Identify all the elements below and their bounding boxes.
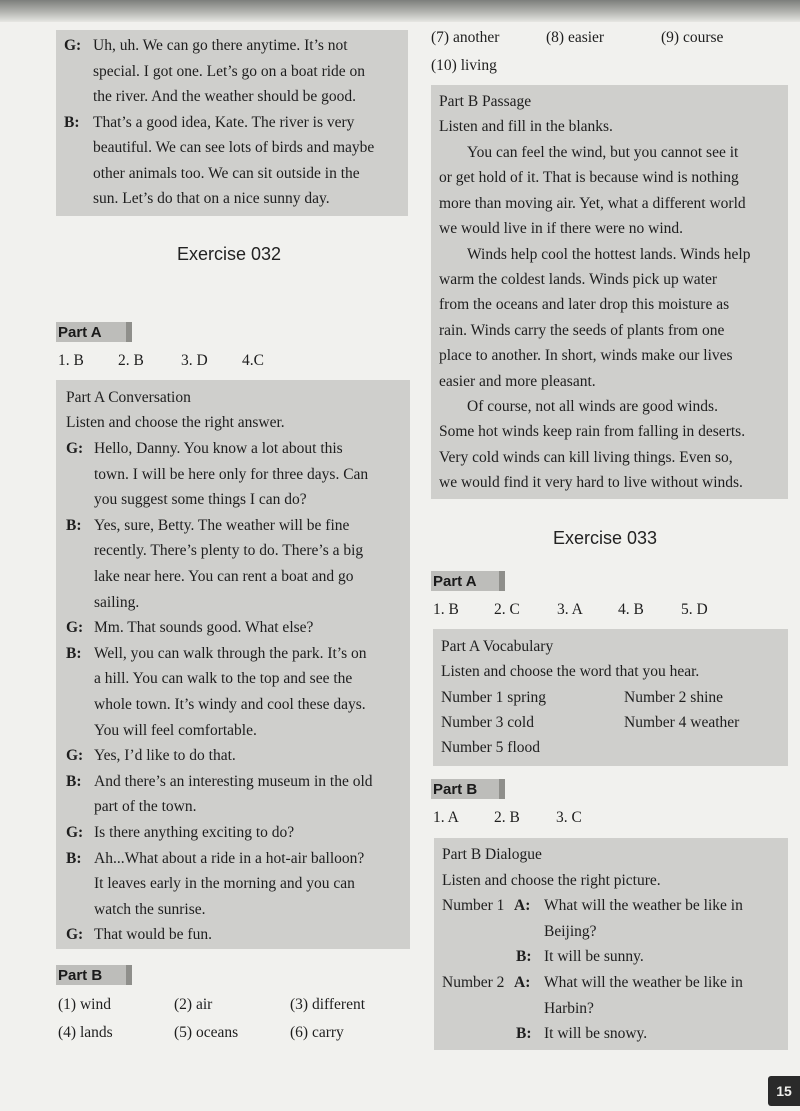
part-b-tag-032: Part B [56,965,132,985]
dialogue-line: What will the weather be like in [544,974,743,991]
answer: 2. B [118,352,144,369]
dialogue-line: watch the sunrise. [94,900,206,918]
dialogue-line: beautiful. We can see lots of birds and maybe [93,139,375,156]
speaker: G: [66,747,84,765]
answer: (10) living [431,57,497,74]
dialogue-line: whole town. It’s windy and cool these days. [94,696,366,713]
passage-line: Some hot winds keep rain from falling in deserts. [439,423,746,441]
conversation-instruction: Listen and choose the right answer. [66,414,285,431]
dialogue-line: Mm. That sounds good. What else? [94,619,314,637]
answer: (6) carry [290,1024,344,1041]
dialogue-line: Harbin? [544,1000,594,1017]
speaker: B: [516,948,532,965]
part-b-tag-033: Part B [431,779,505,799]
dialogue-line: What will the weather be like in [544,897,743,914]
dialogue-line: Yes, sure, Betty. The weather will be fine [94,516,350,534]
vocabulary-heading: Part A Vocabulary [441,638,554,655]
vocab-item: Number 1 spring [441,689,547,706]
passage-line: easier and more pleasant. [439,372,596,390]
exercise-033-title: Exercise 033 [553,528,658,548]
passage-instruction: Listen and fill in the blanks. [439,118,613,135]
dialogue-line: It will be sunny. [544,948,644,965]
dialogue-line: It will be snowy. [544,1025,648,1042]
answer: 1. A [433,809,459,826]
answer: 3. C [556,809,582,826]
dialogue-line: That’s a good idea, Kate. The river is very [93,113,355,131]
dialogue-line: Uh, uh. We can go there anytime. It’s not [93,37,348,54]
part-a-answers-033 [433,600,708,620]
part-a-answers-032 [58,351,264,371]
answer: 4.C [242,352,264,369]
answer: 4. B [618,601,644,618]
part-b-answers-033 [433,808,582,828]
page-number: 15 [768,1076,800,1106]
dialogue-line: Beijing? [544,923,597,940]
answer: (1) wind [58,996,111,1013]
passage-line: Of course, not all winds are good winds. [467,398,718,415]
vocab-item: Number 3 cold [441,714,534,731]
dialogue-line: you suggest some things I can do? [94,491,307,509]
dialogue-line: special. I got one. Let’s go on a boat ride on [93,62,366,80]
speaker: B: [66,516,82,534]
answer: 3. A [557,601,583,618]
speaker: B: [516,1025,532,1042]
dialogue-instruction: Listen and choose the right picture. [442,872,661,889]
passage-line: You can feel the wind, but you cannot see it [467,144,739,161]
passage-heading: Part B Passage [439,93,532,110]
dialogue-line: other animals too. We can sit outside in the [93,164,360,182]
answer: (8) easier [546,29,605,46]
dialogue-line: part of the town. [94,798,197,816]
passage-line: more than moving air. Yet, what a different world [439,194,746,212]
speaker: B: [66,644,82,662]
dialogue-line: Yes, I’d like to do that. [94,747,236,765]
dialogue-line: Ah...What about a ride in a hot-air balloon? [94,849,365,867]
speaker: B: [64,113,80,131]
speaker: B: [66,772,82,790]
dialogue-line: sun. Let’s do that on a nice sunny day. [93,190,330,207]
dialogue-line: Is there anything exciting to do? [94,824,295,841]
dialogue-line: town. I will be here only for three days. Can [94,465,369,483]
passage-line: or get hold of it. That is because wind is nothing [439,169,739,187]
dialogue-line: recently. There’s plenty to do. There’s a big [94,542,364,560]
passage-line: we would live in if there were no wind. [439,220,684,238]
dialogue-line: a hill. You can walk to the top and see the [94,670,353,688]
dialogue-line: That would be fun. [94,926,212,944]
speaker: B: [66,849,82,867]
dialogue-line: the river. And the weather should be good. [93,88,357,105]
answer: (2) air [174,996,213,1013]
passage-line: from the oceans and later drop this moisture as [439,296,730,314]
passage-line: place to another. In short, winds make our lives [439,347,733,365]
part-b-answers-row3 [431,28,723,48]
dialogue-number-2: Number 2 [442,974,505,991]
part-b-answers-row1 [58,995,365,1015]
passage-line: rain. Winds carry the seeds of plants from one [439,321,725,339]
exercise-032-title: Exercise 032 [177,244,282,264]
answer: 2. C [494,601,520,618]
answer: 1. B [58,352,84,369]
dialogue-line: Well, you can walk through the park. It’s on [94,644,367,662]
dialogue-line: And there’s an interesting museum in the old [94,772,373,790]
answer: 1. B [433,601,459,618]
speaker: G: [64,37,82,54]
dialogue-heading: Part B Dialogue [442,846,542,863]
speaker: G: [66,619,84,637]
speaker: G: [66,824,84,841]
passage-line: Very cold winds can kill living things. Even so, [439,448,733,466]
part-a-tag-032: Part A [56,322,132,342]
passage-line: warm the coldest lands. Winds pick up water [439,271,718,288]
dialogue-line: Hello, Danny. You know a lot about this [94,440,343,457]
vocab-item: Number 5 flood [441,739,541,756]
part-a-tag-033: Part A [431,571,505,591]
answer: 3. D [181,352,208,369]
dialogue-number-1: Number 1 [442,897,505,914]
dialogue-line: sailing. [94,593,140,611]
passage-line: Winds help cool the hottest lands. Winds help [467,245,751,263]
dialogue-line: You will feel comfortable. [94,721,257,739]
part-b-answers-row4 [431,56,497,76]
vocab-item: Number 2 shine [624,689,724,706]
answer: 5. D [681,601,708,618]
speaker: A: [514,974,531,991]
part-b-answers-row2 [58,1023,344,1043]
speaker: G: [66,440,84,457]
speaker: G: [66,926,84,944]
answer: 2. B [494,809,520,826]
answer: (7) another [431,29,500,46]
answer: (3) different [290,996,366,1013]
vocabulary-instruction: Listen and choose the word that you hear. [441,663,700,680]
dialogue-line: It leaves early in the morning and you can [94,875,355,893]
speaker: A: [514,897,531,914]
answer: (4) lands [58,1024,113,1041]
dialogue-line: lake near here. You can rent a boat and go [94,568,354,585]
answer: (9) course [661,29,724,46]
answer: (5) oceans [174,1024,239,1041]
page-top-edge [0,0,800,22]
conversation-heading: Part A Conversation [66,389,191,406]
passage-line: we would find it very hard to live without winds. [439,474,743,492]
dialogue-box [434,838,788,1050]
vocab-item: Number 4 weather [624,714,740,731]
